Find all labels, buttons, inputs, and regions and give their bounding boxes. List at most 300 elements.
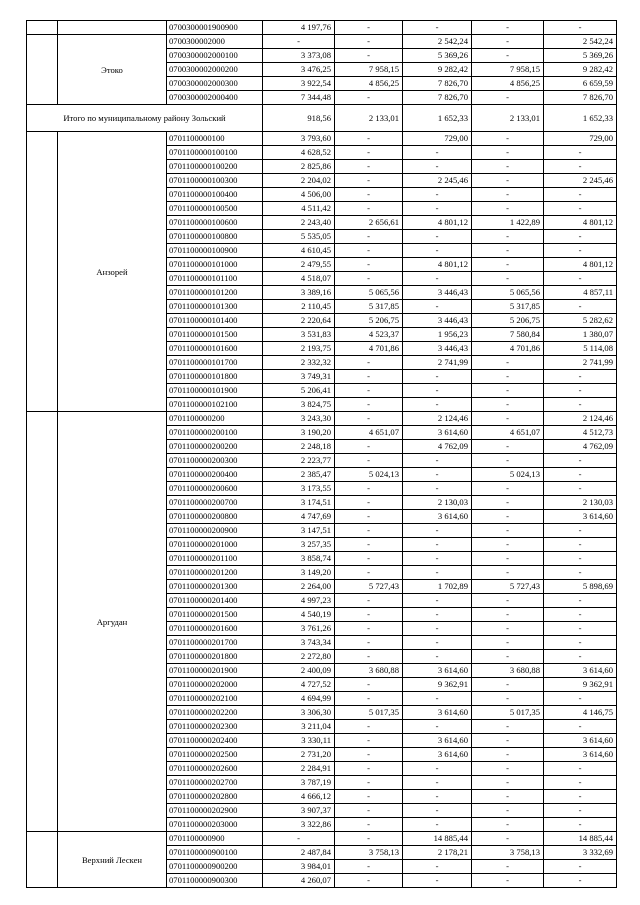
- tariff-table: [26, 20, 617, 888]
- value-cell: 2 332,32: [263, 356, 335, 370]
- empty-value-cell: -: [544, 202, 617, 216]
- empty-value-cell: -: [472, 818, 544, 832]
- empty-value-cell: -: [472, 132, 544, 146]
- empty-value-cell: -: [335, 244, 403, 258]
- value-cell: 9 362,91: [403, 678, 472, 692]
- value-cell: 4 511,42: [263, 202, 335, 216]
- empty-value-cell: -: [335, 21, 403, 35]
- empty-value-cell: -: [472, 454, 544, 468]
- empty-value-cell: -: [544, 608, 617, 622]
- empty-value-cell: -: [544, 454, 617, 468]
- code-cell: 0701100000200100: [167, 426, 263, 440]
- empty-value-cell: -: [544, 272, 617, 286]
- value-cell: 2 248,18: [263, 440, 335, 454]
- empty-value-cell: -: [335, 160, 403, 174]
- empty-value-cell: -: [472, 650, 544, 664]
- value-cell: 3 446,43: [403, 286, 472, 300]
- value-cell: 5 114,08: [544, 342, 617, 356]
- empty-value-cell: -: [472, 748, 544, 762]
- empty-value-cell: -: [335, 272, 403, 286]
- value-cell: 4 628,52: [263, 146, 335, 160]
- value-cell: 4 762,09: [403, 440, 472, 454]
- empty-value-cell: -: [544, 300, 617, 314]
- settlement-name: Анзорей: [58, 132, 167, 412]
- code-cell: 0701100000900200: [167, 860, 263, 874]
- code-cell: 0700300002000300: [167, 77, 263, 91]
- tariff-table-page: [26, 20, 616, 888]
- value-cell: 2 204,02: [263, 174, 335, 188]
- value-cell: 5 535,05: [263, 230, 335, 244]
- value-cell: 4 694,99: [263, 692, 335, 706]
- value-cell: 7 344,48: [263, 91, 335, 105]
- empty-value-cell: -: [472, 538, 544, 552]
- total-value: 2 133,01: [335, 105, 403, 132]
- value-cell: 1 422,89: [472, 216, 544, 230]
- empty-value-cell: -: [544, 370, 617, 384]
- value-cell: 1 380,07: [544, 328, 617, 342]
- empty-value-cell: -: [335, 594, 403, 608]
- value-cell: 7 826,70: [403, 91, 472, 105]
- value-cell: 5 317,85: [335, 300, 403, 314]
- code-cell: 0701100000200900: [167, 524, 263, 538]
- empty-value-cell: -: [544, 594, 617, 608]
- value-cell: 4 727,52: [263, 678, 335, 692]
- value-cell: 2 542,24: [544, 35, 617, 49]
- empty-value-cell: -: [544, 790, 617, 804]
- empty-value-cell: -: [335, 49, 403, 63]
- empty-value-cell: -: [472, 91, 544, 105]
- value-cell: 2 479,55: [263, 258, 335, 272]
- value-cell: 3 680,88: [472, 664, 544, 678]
- empty-value-cell: -: [335, 496, 403, 510]
- empty-value-cell: -: [335, 678, 403, 692]
- empty-value-cell: -: [335, 650, 403, 664]
- value-cell: 2 487,84: [263, 846, 335, 860]
- empty-value-cell: -: [403, 300, 472, 314]
- value-cell: 3 147,51: [263, 524, 335, 538]
- empty-value-cell: -: [403, 454, 472, 468]
- value-cell: 5 206,75: [472, 314, 544, 328]
- table-body: [27, 21, 617, 888]
- value-cell: 1 702,89: [403, 580, 472, 594]
- code-cell: 0701100000100600: [167, 216, 263, 230]
- code-cell: 0701100000101500: [167, 328, 263, 342]
- empty-value-cell: -: [335, 188, 403, 202]
- empty-value-cell: -: [335, 398, 403, 412]
- code-cell: 0701100000101600: [167, 342, 263, 356]
- empty-value-cell: -: [335, 202, 403, 216]
- code-cell: 0701100000202400: [167, 734, 263, 748]
- value-cell: 4 801,12: [403, 216, 472, 230]
- value-cell: 3 787,19: [263, 776, 335, 790]
- value-cell: 2 245,46: [544, 174, 617, 188]
- empty-value-cell: -: [544, 188, 617, 202]
- code-cell: 0701100000203000: [167, 818, 263, 832]
- empty-value-cell: -: [335, 370, 403, 384]
- empty-value-cell: -: [472, 482, 544, 496]
- code-cell: 0701100000201100: [167, 552, 263, 566]
- value-cell: 5 065,56: [335, 286, 403, 300]
- value-cell: 5 024,13: [472, 468, 544, 482]
- empty-value-cell: -: [335, 860, 403, 874]
- row-lead-cell: [27, 412, 58, 832]
- code-cell: 0701100000101200: [167, 286, 263, 300]
- value-cell: 5 017,35: [472, 706, 544, 720]
- empty-value-cell: -: [472, 692, 544, 706]
- value-cell: 3 922,54: [263, 77, 335, 91]
- value-cell: 4 762,09: [544, 440, 617, 454]
- value-cell: 2 130,03: [403, 496, 472, 510]
- empty-value-cell: -: [472, 804, 544, 818]
- empty-value-cell: -: [544, 552, 617, 566]
- empty-value-cell: -: [403, 21, 472, 35]
- value-cell: 4 146,75: [544, 706, 617, 720]
- value-cell: 2 130,03: [544, 496, 617, 510]
- code-cell: 0701100000202500: [167, 748, 263, 762]
- empty-value-cell: -: [472, 146, 544, 160]
- value-cell: 3 858,74: [263, 552, 335, 566]
- table-row: [27, 132, 617, 146]
- empty-value-cell: -: [403, 874, 472, 888]
- empty-value-cell: -: [335, 818, 403, 832]
- value-cell: 4 666,12: [263, 790, 335, 804]
- empty-value-cell: -: [403, 384, 472, 398]
- code-cell: 0701100000202100: [167, 692, 263, 706]
- value-cell: 4 801,12: [544, 216, 617, 230]
- empty-value-cell: -: [403, 160, 472, 174]
- empty-value-cell: -: [335, 762, 403, 776]
- empty-value-cell: -: [472, 860, 544, 874]
- empty-value-cell: -: [544, 804, 617, 818]
- empty-value-cell: -: [544, 776, 617, 790]
- code-cell: 0701100000200700: [167, 496, 263, 510]
- value-cell: 3 389,16: [263, 286, 335, 300]
- empty-value-cell: -: [544, 230, 617, 244]
- empty-value-cell: -: [335, 790, 403, 804]
- value-cell: 4 801,12: [544, 258, 617, 272]
- value-cell: 2 124,46: [544, 412, 617, 426]
- code-cell: 0701100000201000: [167, 538, 263, 552]
- value-cell: 4 997,23: [263, 594, 335, 608]
- code-cell: 0701100000200800: [167, 510, 263, 524]
- empty-value-cell: -: [472, 230, 544, 244]
- value-cell: 2 385,47: [263, 468, 335, 482]
- empty-value-cell: -: [403, 468, 472, 482]
- empty-value-cell: -: [335, 608, 403, 622]
- empty-value-cell: -: [403, 776, 472, 790]
- empty-value-cell: -: [403, 594, 472, 608]
- empty-value-cell: -: [472, 21, 544, 35]
- value-cell: 2 110,45: [263, 300, 335, 314]
- value-cell: 3 758,13: [472, 846, 544, 860]
- value-cell: 4 857,11: [544, 286, 617, 300]
- empty-value-cell: -: [403, 552, 472, 566]
- code-cell: 0701100000201800: [167, 650, 263, 664]
- empty-value-cell: -: [403, 188, 472, 202]
- value-cell: 4 540,19: [263, 608, 335, 622]
- value-cell: 3 614,60: [403, 748, 472, 762]
- value-cell: 3 243,30: [263, 412, 335, 426]
- code-cell: 0701100000201600: [167, 622, 263, 636]
- empty-value-cell: -: [472, 552, 544, 566]
- value-cell: 7 580,84: [472, 328, 544, 342]
- value-cell: 729,00: [544, 132, 617, 146]
- code-cell: 0700300002000400: [167, 91, 263, 105]
- value-cell: 5 369,26: [544, 49, 617, 63]
- value-cell: 5 727,43: [472, 580, 544, 594]
- table-row: [27, 832, 617, 846]
- empty-value-cell: -: [335, 874, 403, 888]
- value-cell: 5 206,75: [335, 314, 403, 328]
- empty-value-cell: -: [403, 370, 472, 384]
- empty-value-cell: -: [544, 524, 617, 538]
- value-cell: 3 614,60: [403, 664, 472, 678]
- empty-value-cell: -: [544, 636, 617, 650]
- code-cell: 0701100000202000: [167, 678, 263, 692]
- code-cell: 0701100000101900: [167, 384, 263, 398]
- empty-value-cell: -: [472, 594, 544, 608]
- code-cell: 0701100000201900: [167, 664, 263, 678]
- row-lead-cell: [27, 132, 58, 412]
- empty-value-cell: -: [335, 636, 403, 650]
- value-cell: 3 907,37: [263, 804, 335, 818]
- code-cell: 0701100000100200: [167, 160, 263, 174]
- value-cell: 3 330,11: [263, 734, 335, 748]
- empty-value-cell: -: [472, 510, 544, 524]
- row-lead-cell: [27, 832, 58, 888]
- value-cell: 3 824,75: [263, 398, 335, 412]
- empty-value-cell: -: [544, 21, 617, 35]
- code-cell: 0701100000101100: [167, 272, 263, 286]
- value-cell: 9 362,91: [544, 678, 617, 692]
- value-cell: 3 173,55: [263, 482, 335, 496]
- value-cell: 7 826,70: [544, 91, 617, 105]
- value-cell: 1 956,23: [403, 328, 472, 342]
- empty-value-cell: -: [403, 538, 472, 552]
- value-cell: 4 512,73: [544, 426, 617, 440]
- empty-value-cell: -: [335, 91, 403, 105]
- value-cell: 7 958,15: [335, 63, 403, 77]
- empty-value-cell: -: [544, 468, 617, 482]
- empty-value-cell: -: [403, 720, 472, 734]
- value-cell: 5 898,69: [544, 580, 617, 594]
- total-value: 918,56: [263, 105, 335, 132]
- empty-value-cell: -: [335, 356, 403, 370]
- code-cell: 0701100000900100: [167, 846, 263, 860]
- value-cell: 4 651,07: [472, 426, 544, 440]
- value-cell: 3 149,20: [263, 566, 335, 580]
- empty-value-cell: -: [335, 720, 403, 734]
- code-cell: 0701100000202800: [167, 790, 263, 804]
- empty-value-cell: -: [335, 776, 403, 790]
- empty-value-cell: -: [544, 720, 617, 734]
- row-lead-cell: [27, 21, 58, 35]
- code-cell: 0701100000101300: [167, 300, 263, 314]
- value-cell: 3 614,60: [544, 748, 617, 762]
- empty-value-cell: -: [472, 678, 544, 692]
- value-cell: 3 476,25: [263, 63, 335, 77]
- empty-value-cell: -: [335, 748, 403, 762]
- empty-value-cell: -: [544, 818, 617, 832]
- value-cell: 5 282,62: [544, 314, 617, 328]
- value-cell: 3 614,60: [544, 664, 617, 678]
- value-cell: 4 197,76: [263, 21, 335, 35]
- empty-value-cell: -: [472, 356, 544, 370]
- value-cell: 3 614,60: [403, 706, 472, 720]
- value-cell: 3 614,60: [544, 510, 617, 524]
- empty-value-cell: -: [403, 272, 472, 286]
- code-cell: 0701100000101700: [167, 356, 263, 370]
- empty-value-cell: -: [403, 244, 472, 258]
- empty-value-cell: -: [263, 832, 335, 846]
- empty-value-cell: -: [403, 790, 472, 804]
- code-cell: 0701100000100: [167, 132, 263, 146]
- code-cell: 0700300002000100: [167, 49, 263, 63]
- empty-value-cell: -: [472, 734, 544, 748]
- empty-value-cell: -: [335, 146, 403, 160]
- empty-value-cell: -: [472, 398, 544, 412]
- value-cell: 3 793,60: [263, 132, 335, 146]
- code-cell: 0701100000100800: [167, 230, 263, 244]
- value-cell: 5 206,41: [263, 384, 335, 398]
- empty-value-cell: -: [544, 538, 617, 552]
- empty-value-cell: -: [544, 622, 617, 636]
- value-cell: 3 211,04: [263, 720, 335, 734]
- empty-value-cell: -: [403, 608, 472, 622]
- value-cell: 14 885,44: [544, 832, 617, 846]
- empty-value-cell: -: [472, 244, 544, 258]
- empty-value-cell: -: [403, 230, 472, 244]
- code-cell: 0700300002000: [167, 35, 263, 49]
- code-cell: 0701100000202600: [167, 762, 263, 776]
- value-cell: 2 400,09: [263, 664, 335, 678]
- value-cell: 2 741,99: [403, 356, 472, 370]
- empty-value-cell: -: [403, 482, 472, 496]
- value-cell: 729,00: [403, 132, 472, 146]
- value-cell: 3 680,88: [335, 664, 403, 678]
- empty-value-cell: -: [472, 874, 544, 888]
- total-row: [27, 105, 617, 132]
- value-cell: 3 446,43: [403, 342, 472, 356]
- empty-value-cell: -: [335, 804, 403, 818]
- value-cell: 3 614,60: [403, 426, 472, 440]
- empty-value-cell: -: [472, 776, 544, 790]
- empty-value-cell: -: [335, 622, 403, 636]
- code-cell: 0701100000202300: [167, 720, 263, 734]
- value-cell: 2 264,00: [263, 580, 335, 594]
- value-cell: 3 373,08: [263, 49, 335, 63]
- value-cell: 7 826,70: [403, 77, 472, 91]
- value-cell: 3 743,34: [263, 636, 335, 650]
- settlement-name: [58, 21, 167, 35]
- code-cell: 0701100000200300: [167, 454, 263, 468]
- empty-value-cell: -: [544, 146, 617, 160]
- value-cell: 3 984,01: [263, 860, 335, 874]
- row-lead-cell: [27, 35, 58, 105]
- empty-value-cell: -: [403, 804, 472, 818]
- empty-value-cell: -: [403, 860, 472, 874]
- empty-value-cell: -: [472, 160, 544, 174]
- value-cell: 4 701,86: [472, 342, 544, 356]
- code-cell: 0701100000100100: [167, 146, 263, 160]
- empty-value-cell: -: [472, 622, 544, 636]
- code-cell: 0701100000202700: [167, 776, 263, 790]
- code-cell: 0701100000900: [167, 832, 263, 846]
- value-cell: 2 178,21: [403, 846, 472, 860]
- value-cell: 4 518,07: [263, 272, 335, 286]
- empty-value-cell: -: [335, 734, 403, 748]
- value-cell: 3 614,60: [544, 734, 617, 748]
- value-cell: 2 124,46: [403, 412, 472, 426]
- empty-value-cell: -: [335, 482, 403, 496]
- code-cell: 0701100000100500: [167, 202, 263, 216]
- value-cell: 3 446,43: [403, 314, 472, 328]
- value-cell: 5 727,43: [335, 580, 403, 594]
- code-cell: 0701100000200: [167, 412, 263, 426]
- empty-value-cell: -: [472, 832, 544, 846]
- empty-value-cell: -: [403, 636, 472, 650]
- value-cell: 2 542,24: [403, 35, 472, 49]
- empty-value-cell: -: [472, 202, 544, 216]
- empty-value-cell: -: [335, 384, 403, 398]
- empty-value-cell: -: [403, 202, 472, 216]
- value-cell: 3 614,60: [403, 734, 472, 748]
- code-cell: 0701100000201700: [167, 636, 263, 650]
- value-cell: 2 731,20: [263, 748, 335, 762]
- value-cell: 3 614,60: [403, 510, 472, 524]
- empty-value-cell: -: [335, 35, 403, 49]
- empty-value-cell: -: [335, 510, 403, 524]
- empty-value-cell: -: [472, 35, 544, 49]
- empty-value-cell: -: [472, 566, 544, 580]
- empty-value-cell: -: [472, 720, 544, 734]
- code-cell: 0701100000100900: [167, 244, 263, 258]
- code-cell: 0701100000101800: [167, 370, 263, 384]
- total-label: Итого по муниципальному району Зольский: [27, 105, 263, 132]
- value-cell: 2 741,99: [544, 356, 617, 370]
- empty-value-cell: -: [335, 538, 403, 552]
- empty-value-cell: -: [472, 370, 544, 384]
- empty-value-cell: -: [544, 384, 617, 398]
- value-cell: 14 885,44: [403, 832, 472, 846]
- value-cell: 3 257,35: [263, 538, 335, 552]
- empty-value-cell: -: [335, 552, 403, 566]
- value-cell: 3 190,20: [263, 426, 335, 440]
- empty-value-cell: -: [472, 174, 544, 188]
- value-cell: 5 369,26: [403, 49, 472, 63]
- value-cell: 3 322,86: [263, 818, 335, 832]
- code-cell: 0700300001900900: [167, 21, 263, 35]
- empty-value-cell: -: [544, 874, 617, 888]
- empty-value-cell: -: [472, 496, 544, 510]
- code-cell: 0701100000201500: [167, 608, 263, 622]
- empty-value-cell: -: [335, 230, 403, 244]
- value-cell: 4 701,86: [335, 342, 403, 356]
- value-cell: 2 245,46: [403, 174, 472, 188]
- value-cell: 5 017,35: [335, 706, 403, 720]
- value-cell: 3 531,83: [263, 328, 335, 342]
- code-cell: 0701100000200200: [167, 440, 263, 454]
- empty-value-cell: -: [335, 412, 403, 426]
- empty-value-cell: -: [263, 35, 335, 49]
- empty-value-cell: -: [472, 524, 544, 538]
- code-cell: 0701100000202900: [167, 804, 263, 818]
- value-cell: 2 223,77: [263, 454, 335, 468]
- value-cell: 2 193,75: [263, 342, 335, 356]
- empty-value-cell: -: [403, 622, 472, 636]
- value-cell: 5 024,13: [335, 468, 403, 482]
- empty-value-cell: -: [472, 440, 544, 454]
